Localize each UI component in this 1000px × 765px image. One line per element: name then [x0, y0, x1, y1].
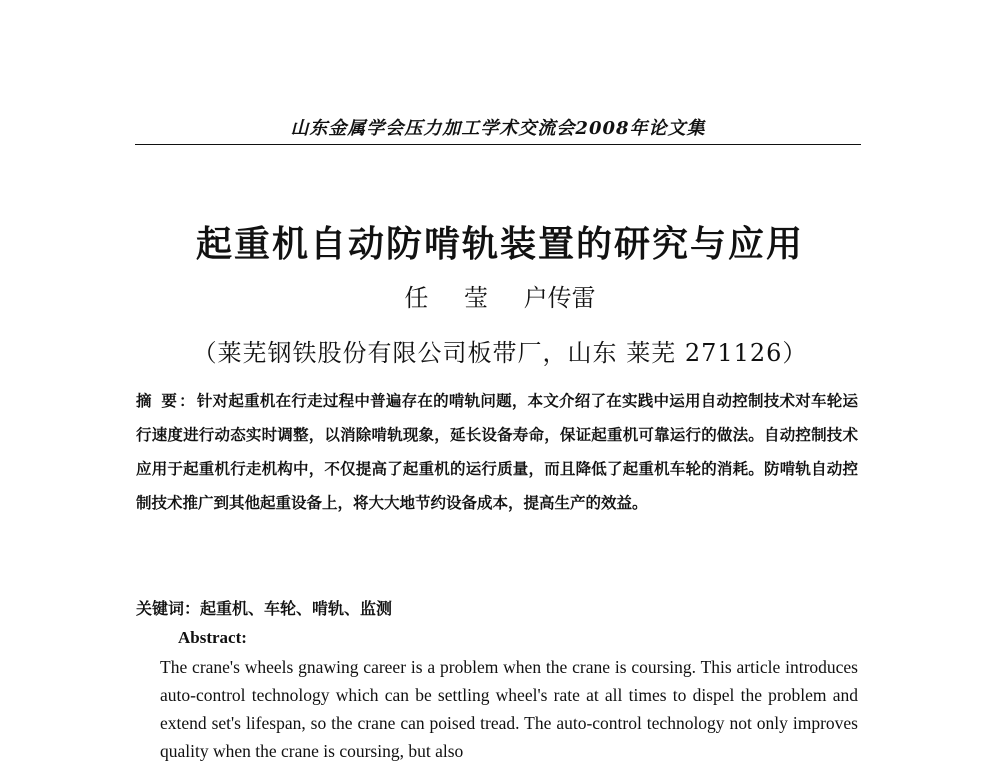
paper-title: 起重机自动防啃轨装置的研究与应用: [195, 224, 804, 265]
paper-authors: 任 莹 户传雷: [404, 284, 596, 312]
abstract-en-label: Abstract:: [178, 628, 247, 647]
keywords-text: 起重机、车轮、啃轨、监测: [200, 599, 393, 618]
abstract-cn-text: 针对起重机在行走过程中普遍存在的啃轨问题，本文介绍了在实践中运用自动控制技术对车轮运行速度进行动态实时调整，以消除啃轨现象，延长设备寿命，保证起重机可靠运行的做法。自动控制技术应用于起重机行走机构中，不仅提高了起重机的运行质量，而且降低了起重机车轮的消耗。防啃轨自动控制技术推广到其他起重设备上，将大大地节约设备成本，提高生产的效益。: [136, 392, 858, 512]
abstract-en-text: The crane's wheels gnawing career is a problem when the crane is coursing. This article introduces auto-control technology which can be settling wheel's rate at all times to dispel the problem and extend set's lifespan, so the crane can poised tread. The auto-control technology not only improves quality when the crane is coursing, but also: [160, 657, 858, 761]
abstract-cn-label: 摘 要：: [136, 392, 197, 410]
header-rule: [135, 144, 861, 145]
journal-header: 山东金属学会压力加工学术交流会2008年论文集: [290, 118, 706, 139]
keywords-label: 关键词：: [136, 599, 201, 618]
keywords: [136, 596, 392, 619]
paper-affiliation: （莱芜钢铁股份有限公司板带厂，山东 莱芜 271126）: [192, 339, 808, 367]
abstract-chinese: [136, 384, 858, 520]
